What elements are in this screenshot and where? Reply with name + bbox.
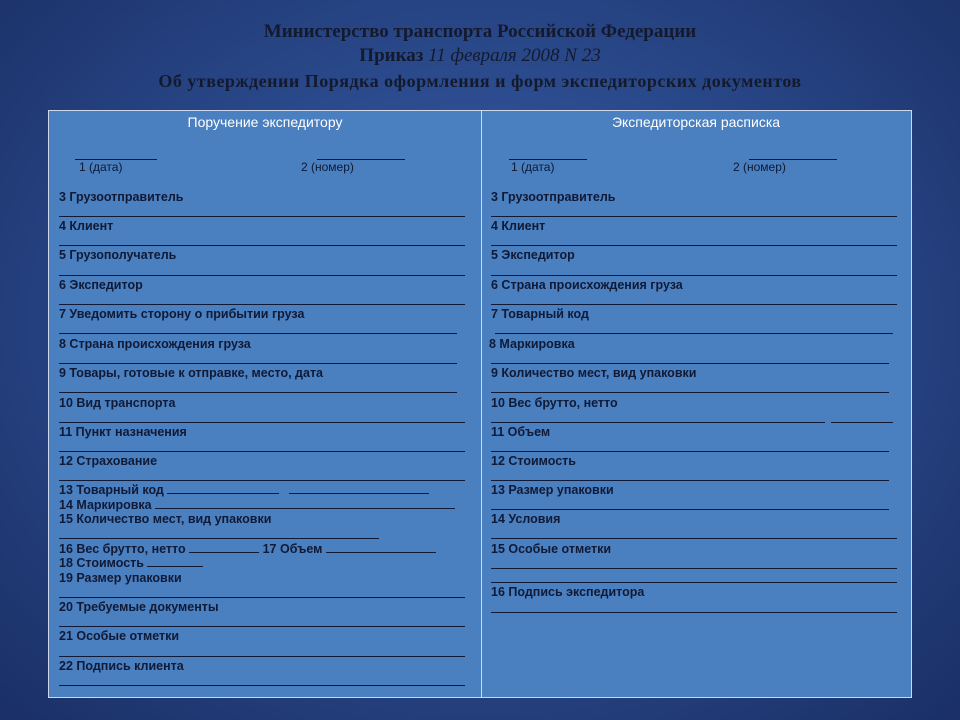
field-client: 4 Клиент [59, 219, 114, 233]
field-line [59, 216, 465, 217]
forwarder-receipt-form [481, 111, 911, 697]
ministry-title: Министерство транспорта Российской Федерации [263, 21, 697, 42]
field-line [59, 275, 465, 276]
field-insurance: 12 Страхование [59, 454, 158, 468]
field-client-signature: 22 Подпись клиента [59, 659, 184, 673]
field-consignee: 5 Грузополучатель [59, 248, 177, 262]
field-line [59, 333, 457, 334]
field-commodity-code: 13 Товарный код [59, 483, 164, 497]
field-line [491, 480, 889, 481]
field-line [59, 480, 465, 481]
field-marking-row [59, 498, 455, 513]
field-cost: 18 Стоимость [59, 556, 144, 570]
order-line [0, 44, 960, 68]
field-line [491, 612, 897, 613]
field-line [491, 216, 897, 217]
field-transport-type: 10 Вид транспорта [59, 396, 176, 410]
field-line [491, 538, 897, 539]
field-line [59, 597, 465, 598]
field-weight-volume-row [59, 542, 436, 557]
forms-table [48, 110, 912, 698]
field-line [59, 245, 465, 246]
date-label: 1 (дата) [511, 160, 555, 174]
field-client: 4 Клиент [491, 219, 546, 233]
field-packages: 15 Количество мест, вид упаковки [59, 512, 272, 526]
field-shipper: 3 Грузоотправитель [491, 190, 616, 204]
field-line [491, 392, 889, 393]
field-line [491, 363, 889, 364]
field-line [491, 568, 897, 569]
number-label: 2 (номер) [733, 160, 786, 174]
field-shipper: 3 Грузоотправитель [59, 190, 184, 204]
field-conditions: 14 Условия [491, 512, 561, 526]
field-forwarder: 6 Экспедитор [59, 278, 143, 292]
field-volume: 11 Объем [491, 425, 551, 439]
field-marking: 14 Маркировка [59, 498, 152, 512]
field-origin-country: 8 Страна происхождения груза [59, 337, 251, 351]
field-marking: 8 Маркировка [489, 337, 575, 351]
field-special-notes: 15 Особые отметки [491, 542, 612, 556]
field-line [491, 451, 889, 452]
slide-header [0, 20, 960, 94]
field-line [491, 275, 897, 276]
field-destination: 11 Пункт назначения [59, 425, 187, 439]
field-forwarder: 5 Экспедитор [491, 248, 575, 262]
field-special-notes: 21 Особые отметки [59, 629, 180, 643]
field-commodity-code-row [59, 483, 429, 498]
field-packages: 9 Количество мест, вид упаковки [491, 366, 697, 380]
field-line [491, 245, 897, 246]
field-forwarder-signature: 16 Подпись экспедитора [491, 585, 645, 599]
field-line [59, 304, 465, 305]
number-label: 2 (номер) [301, 160, 354, 174]
field-line [831, 422, 893, 423]
field-line [59, 656, 465, 657]
field-line [491, 304, 897, 305]
field-line [59, 685, 465, 686]
field-line [59, 451, 465, 452]
right-form-title: Экспедиторская расписка [611, 114, 781, 130]
field-line [59, 626, 465, 627]
forwarder-instruction-form [49, 111, 482, 697]
field-commodity-code: 7 Товарный код [491, 307, 589, 321]
field-line [59, 538, 379, 539]
field-line [59, 422, 465, 423]
field-volume: 17 Объем [262, 542, 323, 556]
field-notify: 7 Уведомить сторону о прибытии груза [59, 307, 305, 321]
field-weight: 16 Вес брутто, нетто [59, 542, 186, 556]
field-package-size: 19 Размер упаковки [59, 571, 182, 585]
field-weight: 10 Вес брутто, нетто [491, 396, 618, 410]
order-date: 11 февраля 2008 N 23 [428, 45, 601, 66]
field-required-docs: 20 Требуемые документы [59, 600, 219, 614]
order-word: Приказ [359, 45, 424, 66]
field-line [59, 392, 457, 393]
field-line [495, 333, 893, 334]
field-cost-row [59, 556, 203, 571]
field-line [59, 363, 457, 364]
field-line [491, 582, 897, 583]
field-goods-ready: 9 Товары, готовые к отправке, место, дата [59, 366, 324, 380]
order-subject: Об утверждении Порядка оформления и форм экспедиторских документов [158, 71, 802, 91]
field-line [491, 422, 825, 423]
field-cost: 12 Стоимость [491, 454, 576, 468]
date-label: 1 (дата) [79, 160, 123, 174]
field-line [491, 509, 889, 510]
field-origin-country: 6 Страна происхождения груза [491, 278, 683, 292]
left-form-title: Поручение экспедитору [187, 114, 343, 130]
field-package-size: 13 Размер упаковки [491, 483, 614, 497]
